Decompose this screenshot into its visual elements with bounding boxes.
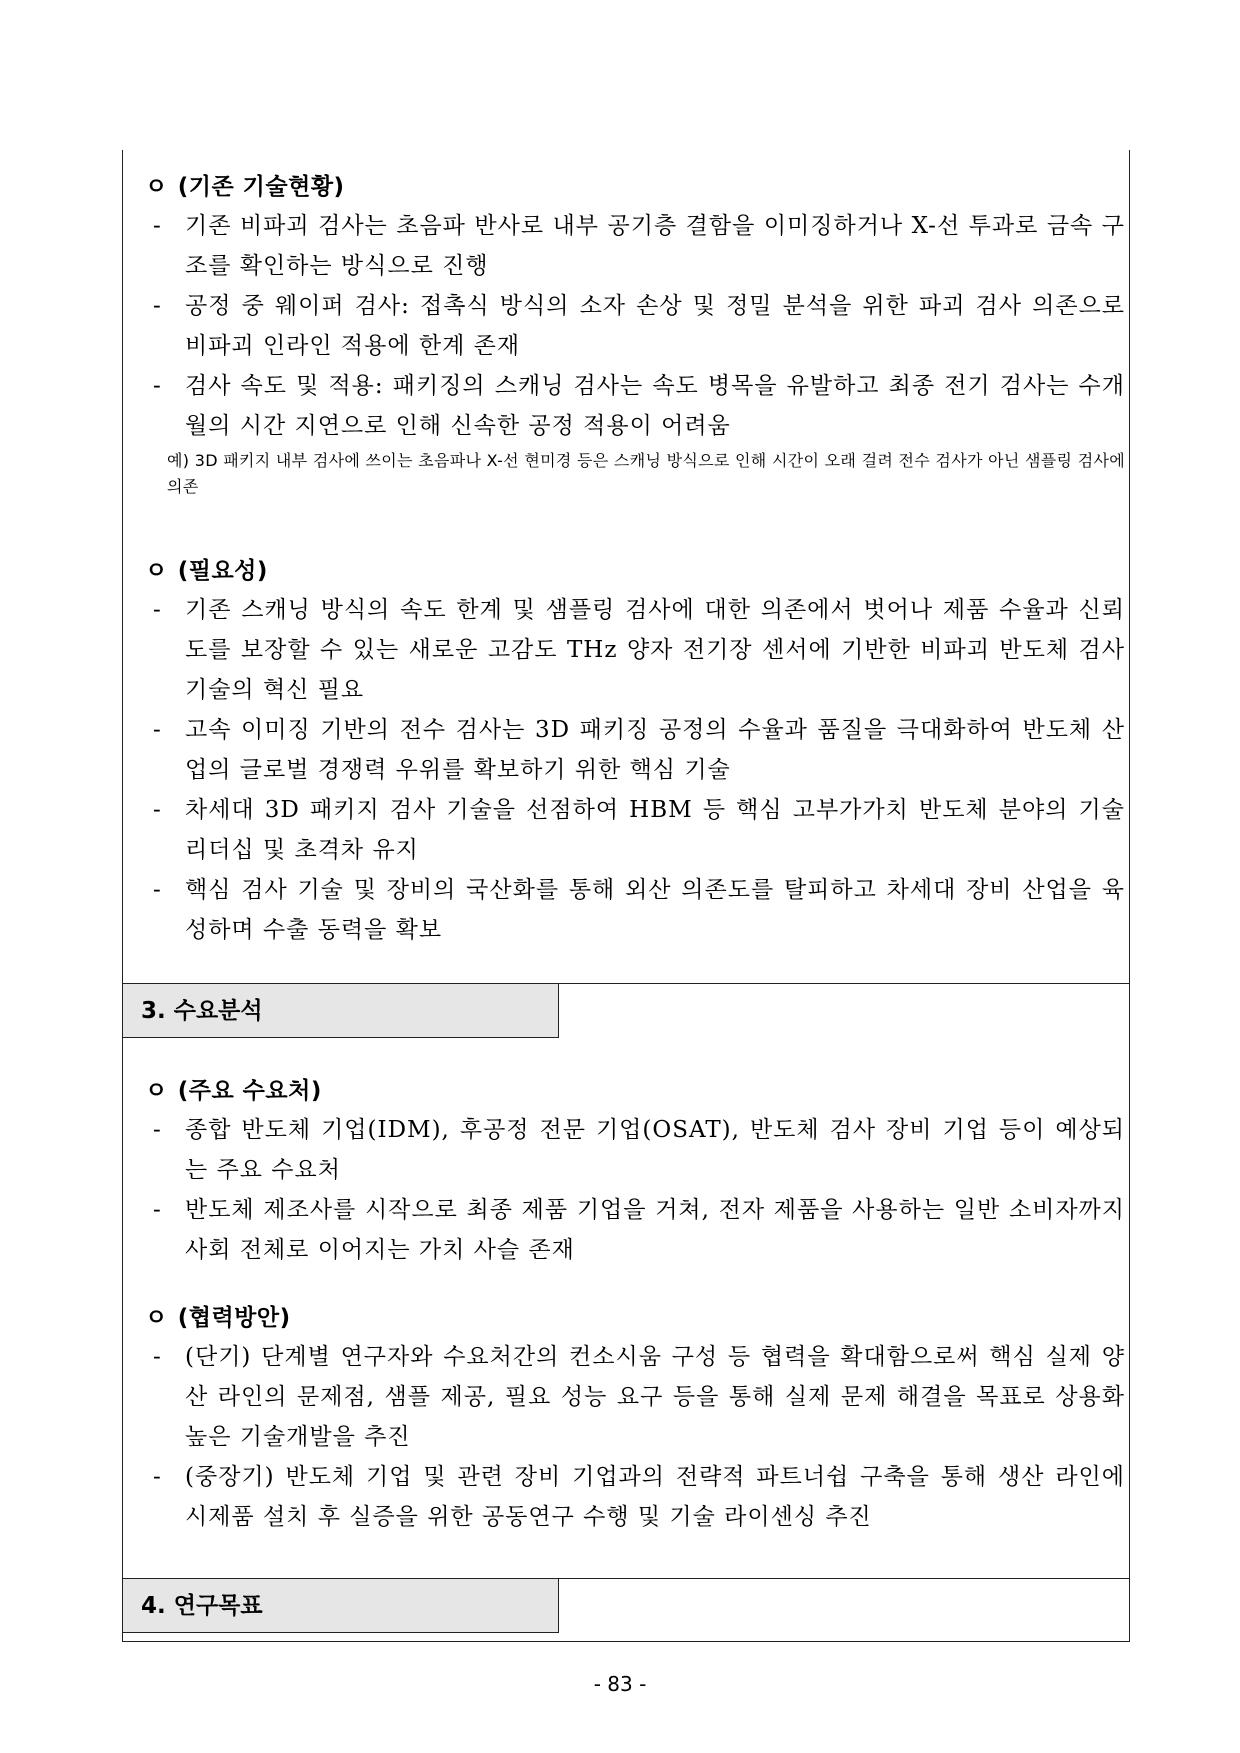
necessity-heading: (필요성) xyxy=(177,558,268,584)
list-item: - 핵심 검사 기술 및 장비의 국산화를 통해 외산 의존도를 탈피하고 차세대 장비 산업을 육성하며 수출 동력을 확보 xyxy=(153,877,1125,943)
list-item: - (단기) 단계별 연구자와 수요처간의 컨소시움 구성 등 협력을 확대함으로써 핵심 실제 양산 라인의 문제점, 샘플 제공, 필요 성능 요구 등을 통해 실제 문제 해결을 목표로 상용화 높은 기술개발을 추진 xyxy=(153,1344,1125,1450)
section-heading xyxy=(123,1072,1129,1110)
bottom-border xyxy=(123,1641,1129,1642)
bullet-circle: ㅇ xyxy=(145,174,168,200)
list-item: - 공정 중 웨이퍼 검사: 접촉식 방식의 소자 손상 및 정밀 분석을 위한 파괴 검사 의존으로 비파괴 인라인 적용에 한계 존재 xyxy=(153,293,1125,359)
bullet-circle: ㅇ xyxy=(145,1078,168,1104)
page-number: - 83 - xyxy=(593,1672,647,1696)
section-3-title: 3. 수요분석 xyxy=(123,983,559,1038)
list-item: - 고속 이미징 기반의 전수 검사는 3D 패키징 공정의 수율과 품질을 극대화하여 반도체 산업의 글로벌 경쟁력 우위를 확보하기 위한 핵심 기술 xyxy=(153,717,1125,783)
section-heading xyxy=(123,552,1129,590)
list-item: - (중장기) 반도체 기업 및 관련 장비 기업과의 전략적 파트너쉽 구축을 통해 생산 라인에 시제품 설치 후 실증을 위한 공동연구 수행 및 기술 라이센싱 추진 xyxy=(153,1464,1125,1530)
current-tech-section xyxy=(123,168,1129,500)
main-customers-heading: (주요 수요처) xyxy=(177,1078,322,1104)
cooperation-heading: (협력방안) xyxy=(177,1305,291,1331)
list-item: - 기존 비파괴 검사는 초음파 반사로 내부 공기층 결함을 이미징하거나 X-선 투과로 금속 구조를 확인하는 방식으로 진행 xyxy=(153,213,1125,279)
section-4-title: 4. 연구목표 xyxy=(123,1578,559,1633)
list-item: - 차세대 3D 패키지 검사 기술을 선점하여 HBM 등 핵심 고부가가치 반도체 분야의 기술 리더십 및 초격차 유지 xyxy=(153,797,1125,863)
example-note: 예) 3D 패키지 내부 검사에 쓰이는 초음파나 X-선 현미경 등은 스캐닝 방식으로 인해 시간이 오래 걸려 전수 검사가 아닌 샘플링 검사에 의존 xyxy=(167,451,1125,496)
bullet-circle: ㅇ xyxy=(145,558,168,584)
necessity-section xyxy=(123,552,1129,950)
document-frame xyxy=(122,150,1130,1642)
list-item: - 검사 속도 및 적용: 패키징의 스캐닝 검사는 속도 병목을 유발하고 최종 전기 검사는 수개월의 시간 지연으로 인해 신속한 공정 적용이 어려움 xyxy=(153,373,1125,439)
list-item: - 반도체 제조사를 시작으로 최종 제품 기업을 거쳐, 전자 제품을 사용하는 일반 소비자까지 사회 전체로 이어지는 가치 사슬 존재 xyxy=(153,1197,1125,1263)
list-item: - 기존 스캐닝 방식의 속도 한계 및 샘플링 검사에 대한 의존에서 벗어나 제품 수율과 신뢰도를 보장할 수 있는 새로운 고감도 THz 양자 전기장 센서에 기반한 비파괴 반도체 검사 기술의 혁신 필요 xyxy=(153,597,1125,703)
bullet-circle: ㅇ xyxy=(145,1305,168,1331)
cooperation-section xyxy=(123,1299,1129,1537)
section-heading xyxy=(123,168,1129,206)
current-tech-heading: (기존 기술현황) xyxy=(177,174,345,200)
list-item: - 종합 반도체 기업(IDM), 후공정 전문 기업(OSAT), 반도체 검사 장비 기업 등이 예상되는 주요 수요처 xyxy=(153,1117,1125,1183)
main-customers-section xyxy=(123,1072,1129,1270)
section-heading xyxy=(123,1299,1129,1337)
